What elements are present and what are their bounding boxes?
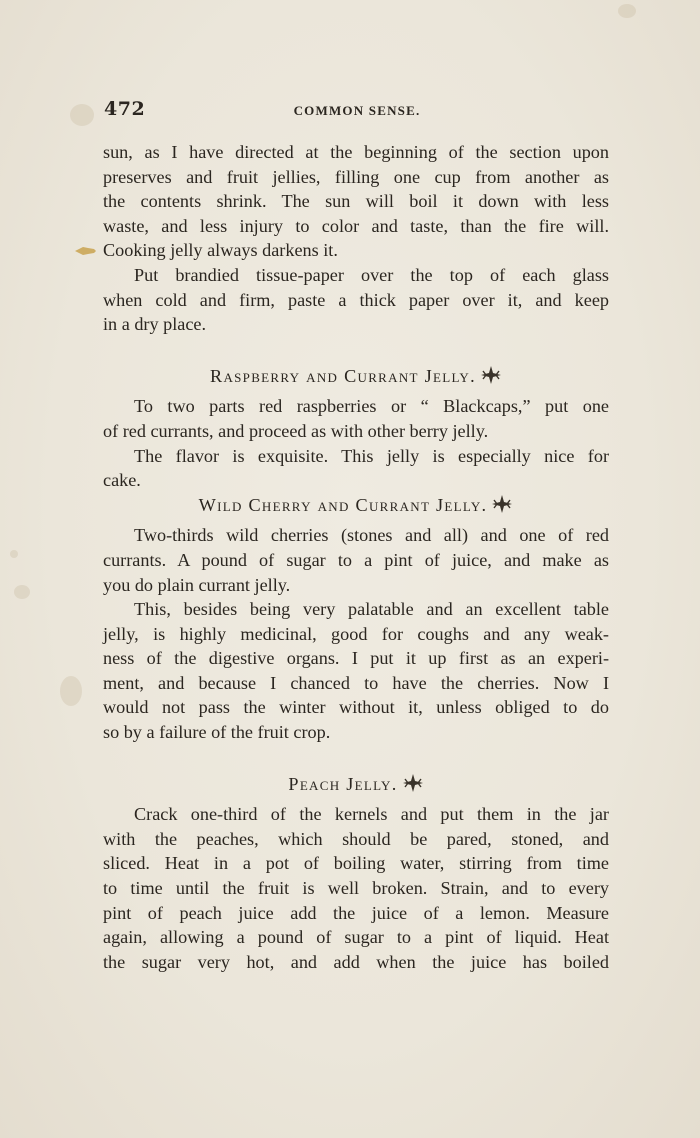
text-line: so by a failure of the fruit crop. <box>103 722 331 743</box>
text-line: waste, and less injury to color and taste, than the fire will. <box>103 215 609 236</box>
text-line: pint of peach juice add the juice of a lemon. Measure <box>103 902 609 923</box>
text-line: Cooking jelly always darkens it. <box>103 240 338 261</box>
maltese-cross-icon <box>402 773 424 793</box>
foxing-spot <box>60 676 82 706</box>
recipe-heading-text: Wild Cherry and Currant Jelly. <box>198 494 488 515</box>
paragraph <box>103 394 609 443</box>
recipe-heading-text: Raspberry and Currant Jelly. <box>210 365 476 386</box>
recipe-heading <box>103 772 609 797</box>
maltese-cross-icon <box>491 494 513 514</box>
foxing-spot <box>70 104 94 126</box>
page-number: 472 <box>104 98 146 120</box>
text-line: in a dry place. <box>103 314 207 335</box>
recipe-heading <box>103 493 609 518</box>
text-line: currants. A pound of sugar to a pint of juice, and make as <box>103 549 609 570</box>
text-line: would not pass the winter without it, unless obliged to do <box>103 697 609 718</box>
paragraph <box>103 263 609 337</box>
text-line: the sugar very hot, and add when the juice has boiled <box>103 951 609 972</box>
text-line: cake. <box>103 470 141 491</box>
maltese-cross-icon <box>480 365 502 385</box>
running-head: COMMON SENSE. <box>293 103 421 118</box>
text-line: you do plain currant jelly. <box>103 574 291 595</box>
text-line: jelly, is highly medicinal, good for coughs and any weak- <box>103 623 609 644</box>
text-line: preserves and fruit jellies, filling one cup from another as <box>103 166 609 187</box>
text-line: The flavor is exquisite. This jelly is especially nice for <box>134 445 609 466</box>
foxing-spot <box>618 4 636 18</box>
body-text <box>103 140 609 974</box>
recipe-heading-text: Peach Jelly. <box>288 773 398 794</box>
paragraph <box>103 523 609 597</box>
foxing-spot <box>14 585 30 599</box>
text-line: with the peaches, which should be pared, stoned, and <box>103 828 609 849</box>
recipe-heading <box>103 364 609 389</box>
text-line: sliced. Heat in a pot of boiling water, stirring from time <box>103 853 609 874</box>
page-header <box>104 98 610 122</box>
text-line: Put brandied tissue-paper over the top of each glass <box>134 264 609 285</box>
text-line: sun, as I have directed at the beginning of the section upon <box>103 142 609 162</box>
text-line: Crack one-third of the kernels and put them in the jar <box>134 804 609 825</box>
paragraph <box>103 597 609 745</box>
text-line: of red currants, and proceed as with other berry jelly. <box>103 420 489 441</box>
text-line: when cold and firm, paste a thick paper over it, and keep <box>103 289 609 310</box>
paragraph <box>103 802 609 974</box>
text-line: ment, and because I chanced to have the cherries. Now I <box>103 672 609 693</box>
text-line: To two parts red raspberries or “ Blackcaps,” put one <box>134 396 609 417</box>
text-line: to time until the fruit is well broken. Strain, and to every <box>103 878 609 899</box>
text-line: ness of the digestive organs. I put it up first as an experi- <box>103 648 609 669</box>
paragraph <box>103 444 609 493</box>
text-line: the contents shrink. The sun will boil it down with less <box>103 191 609 212</box>
text-line: again, allowing a pound of sugar to a pint of liquid. Heat <box>103 927 609 948</box>
paragraph-continued <box>103 140 609 263</box>
pointing-hand-icon <box>74 244 98 258</box>
text-line: This, besides being very palatable and an excellent table <box>134 599 609 620</box>
foxing-spot <box>10 550 18 558</box>
text-line: Two-thirds wild cherries (stones and all) and one of red <box>134 525 609 546</box>
